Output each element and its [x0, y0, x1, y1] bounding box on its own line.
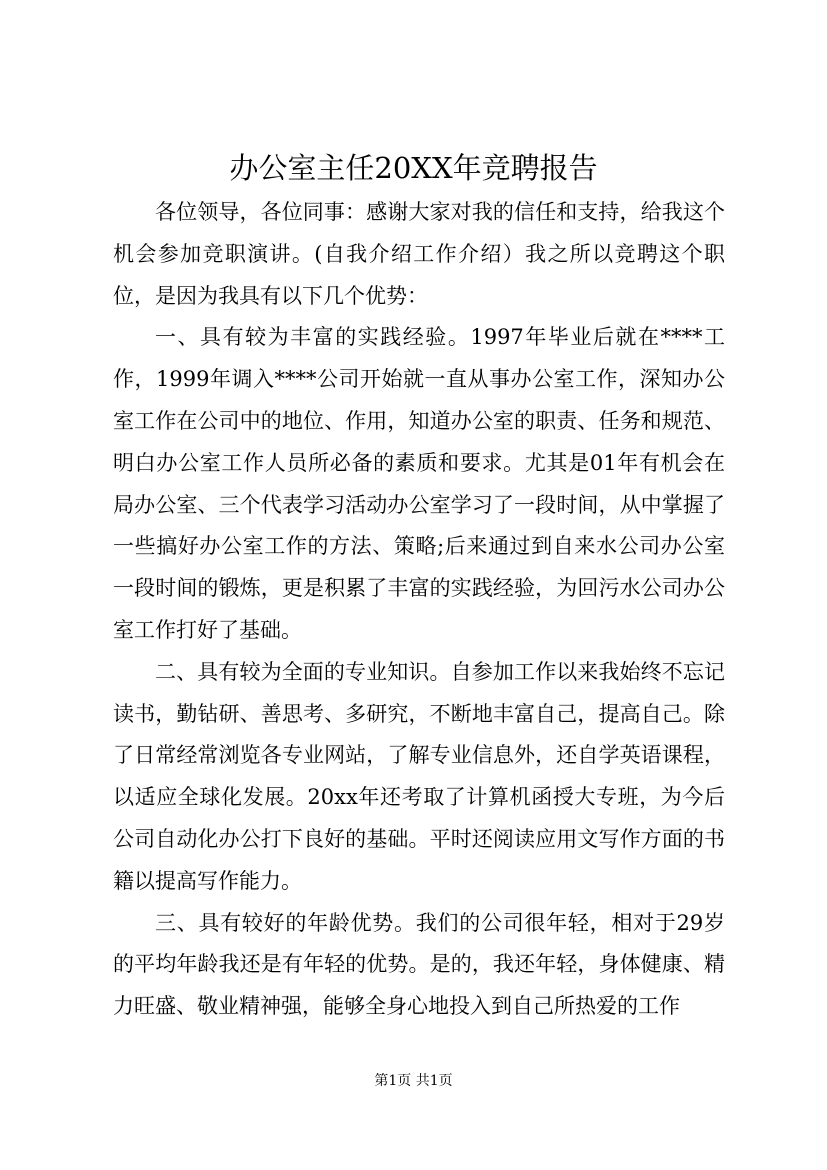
paragraph-knowledge: 二、具有较为全面的专业知识。自参加工作以来我始终不忘记读书，勤钻研、善思考、多研究，不断地丰富自己，提高自己。除了日常经常浏览各专业网站，了解专业信息外，还自学英语课程，以适应全球化发展。20xx年还考取了计算机函授大专班，为今后公司自动化办公打下良好的基础。平时还阅读应用文写作方面的书籍以提高写作能力。	[113, 659, 725, 893]
document-body	[113, 192, 725, 1028]
paragraph-greeting: 各位领导，各位同事：感谢大家对我的信任和支持，给我这个机会参加竞职演讲。(自我介绍工作介绍）我之所以竞聘这个职位，是因为我具有以下几个优势：	[113, 200, 725, 308]
page-number-footer: 第1页 共1页	[374, 1073, 453, 1089]
paragraph-age: 三、具有较好的年龄优势。我们的公司很年轻，相对于29岁的平均年龄我还是有年轻的优势。是的，我还年轻，身体健康、精力旺盛、敬业精神强，能够全身心地投入到自己所热爱的工作	[113, 910, 725, 1019]
paragraph-experience: 一、具有较为丰富的实践经验。1997年毕业后就在****工作，1999年调入****公司开始就一直从事办公室工作，深知办公室工作在公司中的地位、作用，知道办公室的职责、任务和规范、明白办公室工作人员所必备的素质和要求。尤其是01年有机会在局办公室、三个代表学习活动办公室学习了一段时间，从中掌握了一些搞好办公室工作的方法、策略;后来通过到自来水公司办公室一段时间的锻炼，更是积累了丰富的实践经验，为回污水公司办公室工作打好了基础。	[113, 325, 725, 642]
document-title: 办公室主任20XX年竞聘报告	[229, 151, 598, 185]
